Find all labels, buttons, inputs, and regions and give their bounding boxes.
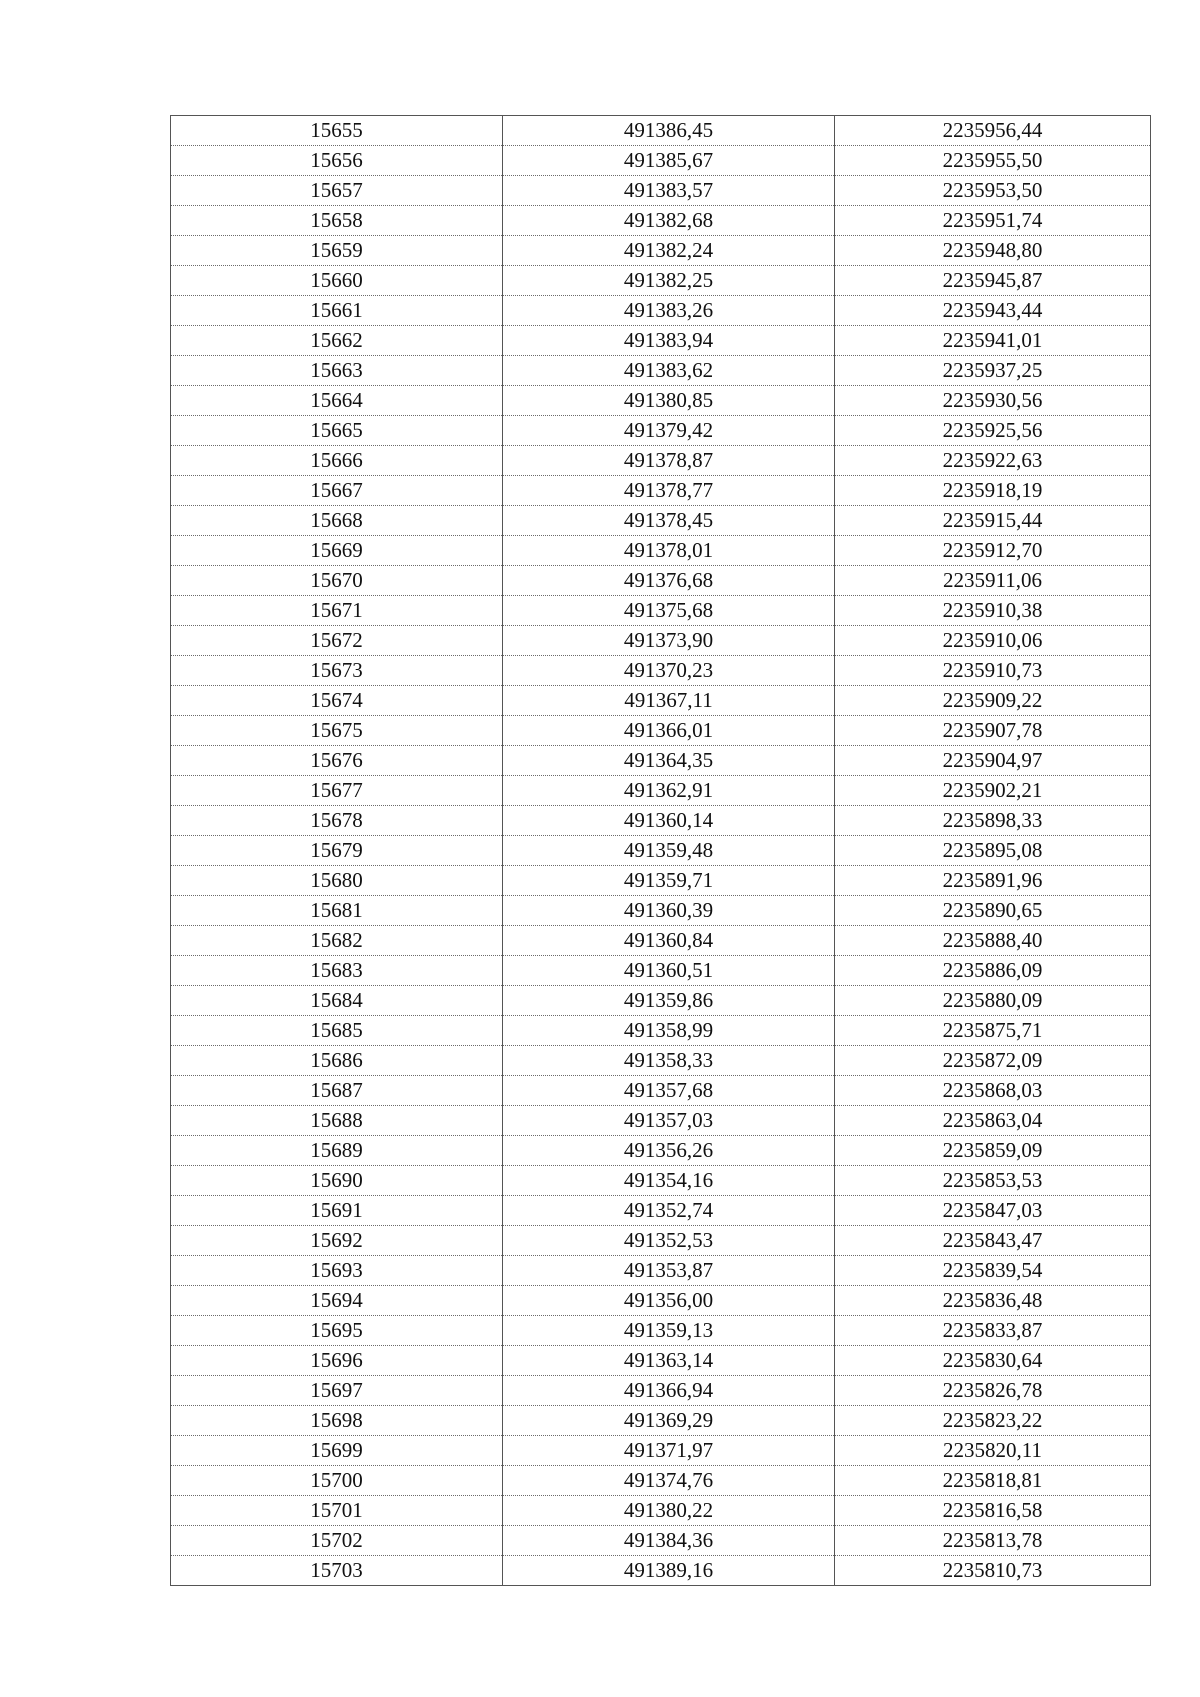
point-number-cell: 15667 <box>171 476 503 506</box>
point-number-cell: 15691 <box>171 1196 503 1226</box>
x-coordinate-cell: 491352,53 <box>503 1226 835 1256</box>
y-coordinate-cell: 2235891,96 <box>835 866 1151 896</box>
point-number-cell: 15695 <box>171 1316 503 1346</box>
table-row <box>171 566 1151 596</box>
x-coordinate-cell: 491370,23 <box>503 656 835 686</box>
y-coordinate-cell: 2235904,97 <box>835 746 1151 776</box>
table-row <box>171 686 1151 716</box>
x-coordinate-cell: 491383,62 <box>503 356 835 386</box>
table-row <box>171 1136 1151 1166</box>
coordinates-table <box>170 115 1151 1586</box>
table-row <box>171 1076 1151 1106</box>
y-coordinate-cell: 2235875,71 <box>835 1016 1151 1046</box>
y-coordinate-cell: 2235915,44 <box>835 506 1151 536</box>
x-coordinate-cell: 491374,76 <box>503 1466 835 1496</box>
y-coordinate-cell: 2235911,06 <box>835 566 1151 596</box>
point-number-cell: 15701 <box>171 1496 503 1526</box>
y-coordinate-cell: 2235836,48 <box>835 1286 1151 1316</box>
x-coordinate-cell: 491352,74 <box>503 1196 835 1226</box>
point-number-cell: 15658 <box>171 206 503 236</box>
y-coordinate-cell: 2235918,19 <box>835 476 1151 506</box>
x-coordinate-cell: 491366,94 <box>503 1376 835 1406</box>
x-coordinate-cell: 491356,26 <box>503 1136 835 1166</box>
y-coordinate-cell: 2235898,33 <box>835 806 1151 836</box>
point-number-cell: 15674 <box>171 686 503 716</box>
table-row <box>171 986 1151 1016</box>
point-number-cell: 15675 <box>171 716 503 746</box>
point-number-cell: 15703 <box>171 1556 503 1586</box>
table-row <box>171 716 1151 746</box>
table-row <box>171 656 1151 686</box>
point-number-cell: 15700 <box>171 1466 503 1496</box>
x-coordinate-cell: 491353,87 <box>503 1256 835 1286</box>
y-coordinate-cell: 2235895,08 <box>835 836 1151 866</box>
table-row <box>171 1376 1151 1406</box>
y-coordinate-cell: 2235955,50 <box>835 146 1151 176</box>
y-coordinate-cell: 2235820,11 <box>835 1436 1151 1466</box>
x-coordinate-cell: 491378,77 <box>503 476 835 506</box>
x-coordinate-cell: 491383,94 <box>503 326 835 356</box>
y-coordinate-cell: 2235863,04 <box>835 1106 1151 1136</box>
x-coordinate-cell: 491363,14 <box>503 1346 835 1376</box>
y-coordinate-cell: 2235922,63 <box>835 446 1151 476</box>
table-row <box>171 596 1151 626</box>
x-coordinate-cell: 491385,67 <box>503 146 835 176</box>
point-number-cell: 15656 <box>171 146 503 176</box>
table-row <box>171 296 1151 326</box>
table-row <box>171 146 1151 176</box>
x-coordinate-cell: 491380,85 <box>503 386 835 416</box>
x-coordinate-cell: 491369,29 <box>503 1406 835 1436</box>
point-number-cell: 15677 <box>171 776 503 806</box>
x-coordinate-cell: 491360,51 <box>503 956 835 986</box>
point-number-cell: 15664 <box>171 386 503 416</box>
y-coordinate-cell: 2235830,64 <box>835 1346 1151 1376</box>
y-coordinate-cell: 2235816,58 <box>835 1496 1151 1526</box>
y-coordinate-cell: 2235888,40 <box>835 926 1151 956</box>
x-coordinate-cell: 491362,91 <box>503 776 835 806</box>
y-coordinate-cell: 2235880,09 <box>835 986 1151 1016</box>
point-number-cell: 15692 <box>171 1226 503 1256</box>
point-number-cell: 15668 <box>171 506 503 536</box>
table-row <box>171 446 1151 476</box>
y-coordinate-cell: 2235902,21 <box>835 776 1151 806</box>
point-number-cell: 15680 <box>171 866 503 896</box>
y-coordinate-cell: 2235945,87 <box>835 266 1151 296</box>
x-coordinate-cell: 491375,68 <box>503 596 835 626</box>
point-number-cell: 15696 <box>171 1346 503 1376</box>
point-number-cell: 15666 <box>171 446 503 476</box>
table-row <box>171 416 1151 446</box>
x-coordinate-cell: 491359,86 <box>503 986 835 1016</box>
y-coordinate-cell: 2235839,54 <box>835 1256 1151 1286</box>
point-number-cell: 15669 <box>171 536 503 566</box>
point-number-cell: 15689 <box>171 1136 503 1166</box>
table-row <box>171 1436 1151 1466</box>
x-coordinate-cell: 491364,35 <box>503 746 835 776</box>
y-coordinate-cell: 2235886,09 <box>835 956 1151 986</box>
point-number-cell: 15673 <box>171 656 503 686</box>
y-coordinate-cell: 2235810,73 <box>835 1556 1151 1586</box>
y-coordinate-cell: 2235859,09 <box>835 1136 1151 1166</box>
point-number-cell: 15681 <box>171 896 503 926</box>
point-number-cell: 15665 <box>171 416 503 446</box>
table-row <box>171 1466 1151 1496</box>
table-row <box>171 1166 1151 1196</box>
y-coordinate-cell: 2235872,09 <box>835 1046 1151 1076</box>
point-number-cell: 15671 <box>171 596 503 626</box>
table-row <box>171 1256 1151 1286</box>
y-coordinate-cell: 2235943,44 <box>835 296 1151 326</box>
table-row <box>171 1316 1151 1346</box>
x-coordinate-cell: 491389,16 <box>503 1556 835 1586</box>
table-row <box>171 776 1151 806</box>
y-coordinate-cell: 2235826,78 <box>835 1376 1151 1406</box>
y-coordinate-cell: 2235951,74 <box>835 206 1151 236</box>
x-coordinate-cell: 491367,11 <box>503 686 835 716</box>
table-row <box>171 1286 1151 1316</box>
point-number-cell: 15688 <box>171 1106 503 1136</box>
x-coordinate-cell: 491382,24 <box>503 236 835 266</box>
point-number-cell: 15655 <box>171 116 503 146</box>
y-coordinate-cell: 2235930,56 <box>835 386 1151 416</box>
table-row <box>171 956 1151 986</box>
table-row <box>171 896 1151 926</box>
y-coordinate-cell: 2235948,80 <box>835 236 1151 266</box>
table-row <box>171 176 1151 206</box>
point-number-cell: 15657 <box>171 176 503 206</box>
x-coordinate-cell: 491358,99 <box>503 1016 835 1046</box>
table-row <box>171 836 1151 866</box>
table-row <box>171 1196 1151 1226</box>
y-coordinate-cell: 2235909,22 <box>835 686 1151 716</box>
table-row <box>171 476 1151 506</box>
x-coordinate-cell: 491378,87 <box>503 446 835 476</box>
table-row <box>171 506 1151 536</box>
x-coordinate-cell: 491384,36 <box>503 1526 835 1556</box>
point-number-cell: 15697 <box>171 1376 503 1406</box>
x-coordinate-cell: 491356,00 <box>503 1286 835 1316</box>
y-coordinate-cell: 2235941,01 <box>835 326 1151 356</box>
y-coordinate-cell: 2235847,03 <box>835 1196 1151 1226</box>
point-number-cell: 15660 <box>171 266 503 296</box>
point-number-cell: 15662 <box>171 326 503 356</box>
x-coordinate-cell: 491378,01 <box>503 536 835 566</box>
table-row <box>171 116 1151 146</box>
table-row <box>171 1106 1151 1136</box>
x-coordinate-cell: 491382,68 <box>503 206 835 236</box>
x-coordinate-cell: 491376,68 <box>503 566 835 596</box>
y-coordinate-cell: 2235925,56 <box>835 416 1151 446</box>
table-row <box>171 326 1151 356</box>
y-coordinate-cell: 2235890,65 <box>835 896 1151 926</box>
table-row <box>171 1016 1151 1046</box>
point-number-cell: 15686 <box>171 1046 503 1076</box>
point-number-cell: 15663 <box>171 356 503 386</box>
point-number-cell: 15684 <box>171 986 503 1016</box>
x-coordinate-cell: 491359,48 <box>503 836 835 866</box>
x-coordinate-cell: 491357,03 <box>503 1106 835 1136</box>
x-coordinate-cell: 491371,97 <box>503 1436 835 1466</box>
point-number-cell: 15685 <box>171 1016 503 1046</box>
table-row <box>171 1526 1151 1556</box>
x-coordinate-cell: 491373,90 <box>503 626 835 656</box>
point-number-cell: 15659 <box>171 236 503 266</box>
x-coordinate-cell: 491366,01 <box>503 716 835 746</box>
y-coordinate-cell: 2235823,22 <box>835 1406 1151 1436</box>
y-coordinate-cell: 2235818,81 <box>835 1466 1151 1496</box>
point-number-cell: 15702 <box>171 1526 503 1556</box>
y-coordinate-cell: 2235956,44 <box>835 116 1151 146</box>
table-row <box>171 926 1151 956</box>
point-number-cell: 15683 <box>171 956 503 986</box>
x-coordinate-cell: 491383,57 <box>503 176 835 206</box>
x-coordinate-cell: 491380,22 <box>503 1496 835 1526</box>
x-coordinate-cell: 491383,26 <box>503 296 835 326</box>
point-number-cell: 15678 <box>171 806 503 836</box>
point-number-cell: 15661 <box>171 296 503 326</box>
y-coordinate-cell: 2235953,50 <box>835 176 1151 206</box>
table-row <box>171 866 1151 896</box>
y-coordinate-cell: 2235853,53 <box>835 1166 1151 1196</box>
x-coordinate-cell: 491382,25 <box>503 266 835 296</box>
table-row <box>171 626 1151 656</box>
y-coordinate-cell: 2235868,03 <box>835 1076 1151 1106</box>
y-coordinate-cell: 2235843,47 <box>835 1226 1151 1256</box>
point-number-cell: 15687 <box>171 1076 503 1106</box>
table-row <box>171 1346 1151 1376</box>
table-row <box>171 266 1151 296</box>
y-coordinate-cell: 2235833,87 <box>835 1316 1151 1346</box>
y-coordinate-cell: 2235907,78 <box>835 716 1151 746</box>
point-number-cell: 15682 <box>171 926 503 956</box>
point-number-cell: 15676 <box>171 746 503 776</box>
table-row <box>171 1496 1151 1526</box>
point-number-cell: 15698 <box>171 1406 503 1436</box>
y-coordinate-cell: 2235937,25 <box>835 356 1151 386</box>
table-row <box>171 1046 1151 1076</box>
x-coordinate-cell: 491360,84 <box>503 926 835 956</box>
table-row <box>171 806 1151 836</box>
x-coordinate-cell: 491357,68 <box>503 1076 835 1106</box>
x-coordinate-cell: 491360,14 <box>503 806 835 836</box>
x-coordinate-cell: 491386,45 <box>503 116 835 146</box>
x-coordinate-cell: 491358,33 <box>503 1046 835 1076</box>
table-row <box>171 1556 1151 1586</box>
point-number-cell: 15670 <box>171 566 503 596</box>
table-row <box>171 536 1151 566</box>
point-number-cell: 15694 <box>171 1286 503 1316</box>
y-coordinate-cell: 2235910,38 <box>835 596 1151 626</box>
x-coordinate-cell: 491378,45 <box>503 506 835 536</box>
coordinates-table-body <box>171 116 1151 1586</box>
x-coordinate-cell: 491354,16 <box>503 1166 835 1196</box>
table-row <box>171 236 1151 266</box>
table-row <box>171 746 1151 776</box>
point-number-cell: 15672 <box>171 626 503 656</box>
x-coordinate-cell: 491360,39 <box>503 896 835 926</box>
x-coordinate-cell: 491359,13 <box>503 1316 835 1346</box>
x-coordinate-cell: 491359,71 <box>503 866 835 896</box>
table-row <box>171 1406 1151 1436</box>
table-row <box>171 386 1151 416</box>
table-row <box>171 356 1151 386</box>
point-number-cell: 15693 <box>171 1256 503 1286</box>
table-row <box>171 206 1151 236</box>
point-number-cell: 15690 <box>171 1166 503 1196</box>
x-coordinate-cell: 491379,42 <box>503 416 835 446</box>
y-coordinate-cell: 2235912,70 <box>835 536 1151 566</box>
table-row <box>171 1226 1151 1256</box>
y-coordinate-cell: 2235910,06 <box>835 626 1151 656</box>
y-coordinate-cell: 2235910,73 <box>835 656 1151 686</box>
point-number-cell: 15679 <box>171 836 503 866</box>
y-coordinate-cell: 2235813,78 <box>835 1526 1151 1556</box>
point-number-cell: 15699 <box>171 1436 503 1466</box>
